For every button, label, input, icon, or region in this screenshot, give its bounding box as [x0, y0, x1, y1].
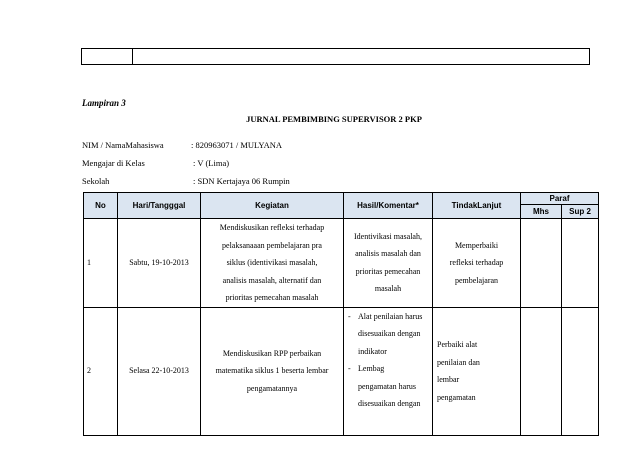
header-tindak: TindakLanjut: [433, 193, 521, 219]
cell-hasil: [344, 307, 433, 435]
text-line: Mendiskusikan RPP perbaikan: [222, 348, 322, 358]
cell-kegiatan: [201, 307, 344, 435]
info-label: Mengajar di Kelas: [82, 158, 145, 168]
info-row-nim: [82, 140, 282, 150]
info-row-kelas: [82, 158, 230, 168]
bullet-item: [348, 360, 432, 413]
text-line: lembar: [437, 375, 460, 384]
header-kegiatan: Kegiatan: [201, 193, 344, 219]
cell-tindak: [433, 219, 521, 308]
text-line: matematika siklus 1 beserta lembar: [215, 366, 329, 376]
text-line: prioritas pemecahan: [355, 266, 421, 276]
info-value: : V (Lima): [193, 158, 230, 168]
header-box: [81, 48, 590, 65]
cell-hari: Sabtu, 19-10-2013: [118, 219, 201, 308]
header-sup: Sup 2: [562, 205, 599, 219]
text-line: pengamatan: [437, 392, 476, 402]
text-line: disesuaikan dengan: [358, 399, 421, 408]
text-line: Identivikasi masalah,: [354, 231, 422, 241]
text-line: siklus (identivikasi masalah,: [226, 258, 318, 267]
document-title: JURNAL PEMBIMBING SUPERVISOR 2 PKP: [246, 114, 422, 124]
cell-mhs: [521, 307, 562, 435]
text-line: pembelajaran: [454, 275, 499, 285]
text-line: analisis masalah dan: [355, 249, 421, 259]
bullet-item: [348, 308, 432, 361]
text-line: Mendiskusikan refleksi terhadap: [219, 223, 325, 232]
header-hasil: Hasil/Komentar*: [344, 193, 433, 219]
cell-no: 1: [84, 219, 118, 308]
info-value: : 820963071 / MULYANA: [191, 140, 282, 150]
cell-kegiatan: [201, 219, 344, 308]
table-row: [84, 307, 599, 435]
info-label: NIM / NamaMahasiswa: [82, 140, 164, 150]
cell-no: 2: [84, 307, 118, 435]
text-line: penilaian dan: [437, 357, 480, 367]
header-box-cell: [82, 49, 133, 64]
table-row: [84, 219, 599, 308]
cell-hari: Selasa 22-10-2013: [118, 307, 201, 435]
attachment-label: Lampiran 3: [82, 98, 126, 108]
cell-sup: [562, 219, 599, 308]
bullet-dash: -: [348, 311, 351, 321]
cell-tindak: [433, 307, 521, 435]
text-line: Memperbaiki: [454, 240, 499, 250]
header-hari: Hari/Tangggal: [118, 193, 201, 219]
text-line: pengamatan harus: [358, 381, 416, 391]
text-line: analisis masalah, alternatif dan: [222, 275, 322, 285]
text-line: Alat penilaian harus: [358, 311, 423, 321]
info-label: Sekolah: [82, 176, 110, 186]
info-value: : SDN Kertajaya 06 Rumpin: [193, 176, 290, 186]
text-line: masalah: [374, 284, 402, 294]
text-line: Perbaiki alat: [437, 340, 478, 349]
text-line: pengamatannya: [246, 383, 298, 393]
text-line: Lembag: [358, 364, 385, 373]
info-row-sekolah: [82, 176, 290, 186]
text-line: pelaksanaaan pembelajaran pra: [222, 240, 322, 250]
text-line: refleksi terhadap: [449, 258, 504, 267]
text-line: prioritas pemecahan masalah: [225, 293, 319, 302]
journal-table: [83, 192, 599, 436]
text-line: indikator: [358, 346, 387, 356]
cell-hasil: [344, 219, 433, 308]
bullet-dash: -: [348, 364, 351, 373]
cell-sup: [562, 307, 599, 435]
header-paraf: Paraf: [521, 193, 599, 205]
cell-mhs: [521, 219, 562, 308]
header-no: No: [84, 193, 118, 219]
header-mhs: Mhs: [521, 205, 562, 219]
text-line: disesuaikan dengan: [358, 329, 421, 338]
